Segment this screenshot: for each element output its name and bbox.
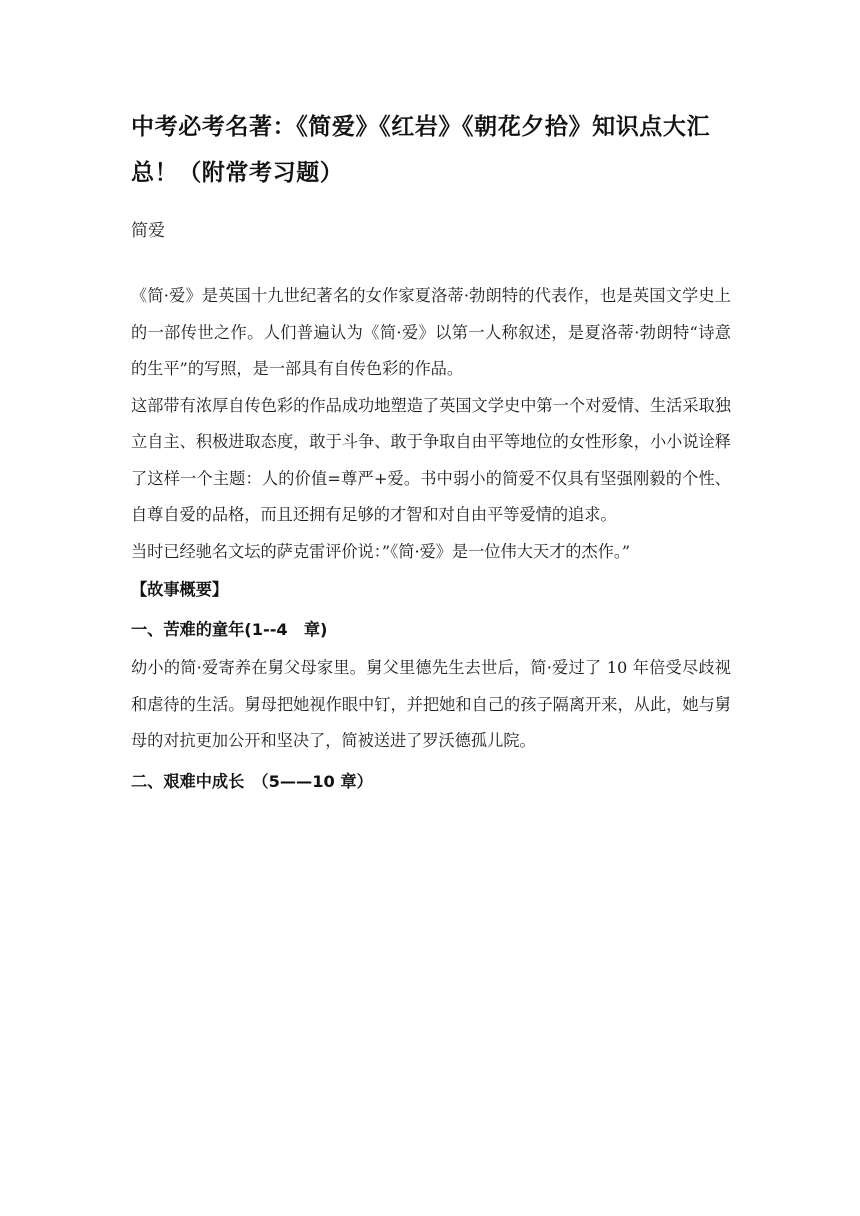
story-summary-heading: 【故事概要】 [131,580,229,599]
intro-paragraph: 《简·爱》是英国十九世纪著名的女作家夏洛蒂·勃朗特的代表作，也是英国文学史上的一部传世之作。人们普遍认为《简·爱》以第一人称叙述，是夏洛蒂·勃朗特“诗意的生平”的写照，是一部具有自传色彩的作品。 [131,286,731,378]
chapter-1-paragraph: 幼小的简·爱寄养在舅父母家里。舅父里德先生去世后，简·爱过了 10 年倍受尽歧视和虐待的生活。舅母把她视作眼中钉，并把她和自己的孩子隔离开来，从此，她与舅母的对抗更加公开和坚决了，简被送进了罗沃德孤儿院。 [131,658,731,750]
chapter-1-heading: 一、苦难的童年(1--4 章) [131,620,328,639]
section-label: 简爱 [131,221,165,241]
theme-paragraph: 这部带有浓厚自传色彩的作品成功地塑造了英国文学史中第一个对爱情、生活采取独立自主、积极进取态度，敢于斗争、敢于争取自由平等地位的女性形象，小小说诠释了这样一个主题：人的价值=尊严+爱。书中弱小的简爱不仅具有坚强刚毅的个性、自尊自爱的品格，而且还拥有足够的才智和对自由平等爱情的追求。 [131,395,731,524]
chapter-2-heading: 二、艰难中成长 （5——10 章） [131,771,373,791]
page-title: 中考必考名著：《简爱》《红岩》《朝花夕拾》知识点大汇总！（附常考习题） [131,114,711,186]
document-content [131,104,731,802]
quote-paragraph: 当时已经驰名文坛的萨克雷评价说：”《简·爱》是一位伟大天才的杰作。” [131,541,631,561]
